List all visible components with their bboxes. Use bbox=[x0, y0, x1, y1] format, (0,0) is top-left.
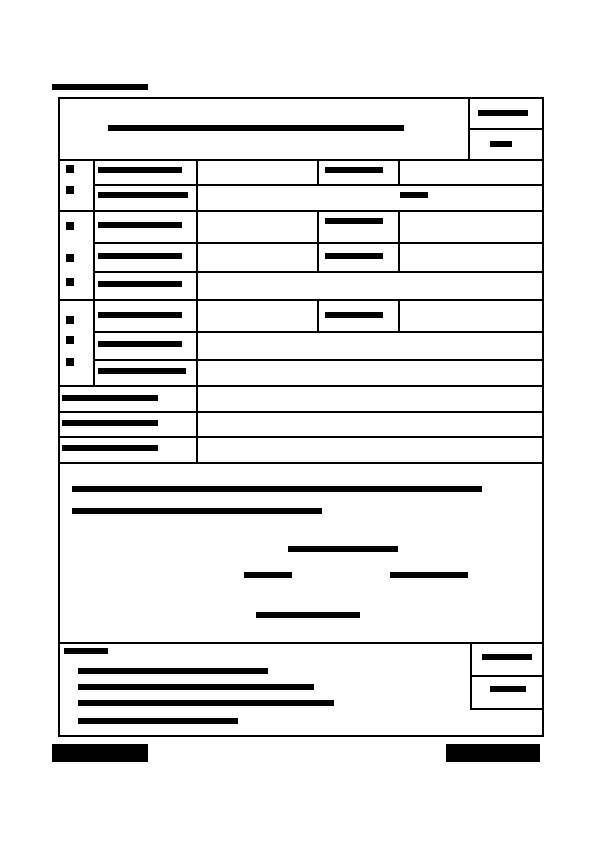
footer-left-redacted bbox=[52, 744, 148, 762]
review-label-redacted bbox=[482, 654, 532, 660]
label-right-1-redacted bbox=[325, 167, 383, 173]
rule-6 bbox=[93, 331, 544, 333]
rule-11 bbox=[58, 462, 544, 464]
label-reg-redacted bbox=[98, 312, 182, 318]
section-applicant-redacted bbox=[66, 165, 74, 173]
form-title-redacted bbox=[108, 125, 404, 131]
approval-label-redacted bbox=[490, 686, 526, 692]
section-agent-redacted-2 bbox=[66, 336, 74, 344]
label-location-redacted bbox=[98, 341, 182, 347]
attachment-3-redacted bbox=[78, 700, 334, 706]
label-row9-redacted bbox=[62, 395, 158, 401]
label-col-divider bbox=[196, 159, 198, 462]
label-remarks-redacted bbox=[62, 445, 158, 451]
applicant-label-redacted bbox=[244, 572, 292, 578]
label-company-redacted bbox=[98, 281, 182, 287]
fee-value-redacted bbox=[490, 141, 512, 147]
stamp-bottom-rule bbox=[470, 708, 544, 710]
label-phone-redacted bbox=[98, 253, 182, 259]
label-right-2-redacted bbox=[400, 192, 428, 198]
label-name-redacted bbox=[98, 167, 182, 173]
section-rep-redacted-2 bbox=[66, 254, 74, 262]
section-rep-redacted bbox=[66, 222, 74, 230]
statement-line-1-redacted bbox=[72, 486, 482, 492]
rule-10 bbox=[58, 436, 544, 438]
recipient-redacted bbox=[256, 612, 360, 618]
section-applicant-redacted-2 bbox=[66, 186, 74, 194]
rule-4 bbox=[93, 271, 544, 273]
stamp-mid-rule bbox=[470, 675, 544, 677]
label-address-redacted bbox=[98, 222, 182, 228]
footer-right-redacted bbox=[446, 744, 540, 762]
divider-a2 bbox=[398, 159, 400, 184]
label-right-5-redacted bbox=[325, 312, 383, 318]
divider-a1 bbox=[317, 159, 319, 184]
divider-b1 bbox=[317, 210, 319, 271]
rule-1 bbox=[93, 184, 544, 186]
divider-b2 bbox=[398, 210, 400, 271]
section-rep-redacted-3 bbox=[66, 278, 74, 286]
footer-note-redacted bbox=[78, 718, 238, 724]
statement-line-2-redacted bbox=[72, 508, 322, 514]
title-bottom-rule bbox=[58, 159, 544, 161]
fee-label-redacted bbox=[478, 110, 528, 116]
attachments-label-redacted bbox=[64, 648, 108, 654]
rule-5 bbox=[58, 299, 544, 301]
label-resident-redacted bbox=[98, 192, 188, 198]
divider-c2 bbox=[398, 299, 400, 331]
rule-2 bbox=[58, 210, 544, 212]
section-agent-redacted-3 bbox=[66, 358, 74, 366]
rule-7 bbox=[93, 359, 544, 361]
attachment-2-redacted bbox=[78, 684, 314, 690]
label-right-4-redacted bbox=[325, 253, 383, 259]
date-redacted bbox=[288, 546, 398, 552]
divider-c1 bbox=[317, 299, 319, 331]
rule-9 bbox=[58, 411, 544, 413]
attachment-1-redacted bbox=[78, 668, 268, 674]
form-number-redacted bbox=[52, 84, 148, 90]
label-right-3-redacted bbox=[325, 218, 383, 224]
fee-box-rule bbox=[468, 128, 544, 130]
section-agent-redacted bbox=[66, 316, 74, 324]
label-business-redacted bbox=[98, 368, 186, 374]
label-row10-redacted bbox=[62, 420, 158, 426]
rule-8 bbox=[58, 385, 544, 387]
signature-label-redacted bbox=[390, 572, 468, 578]
